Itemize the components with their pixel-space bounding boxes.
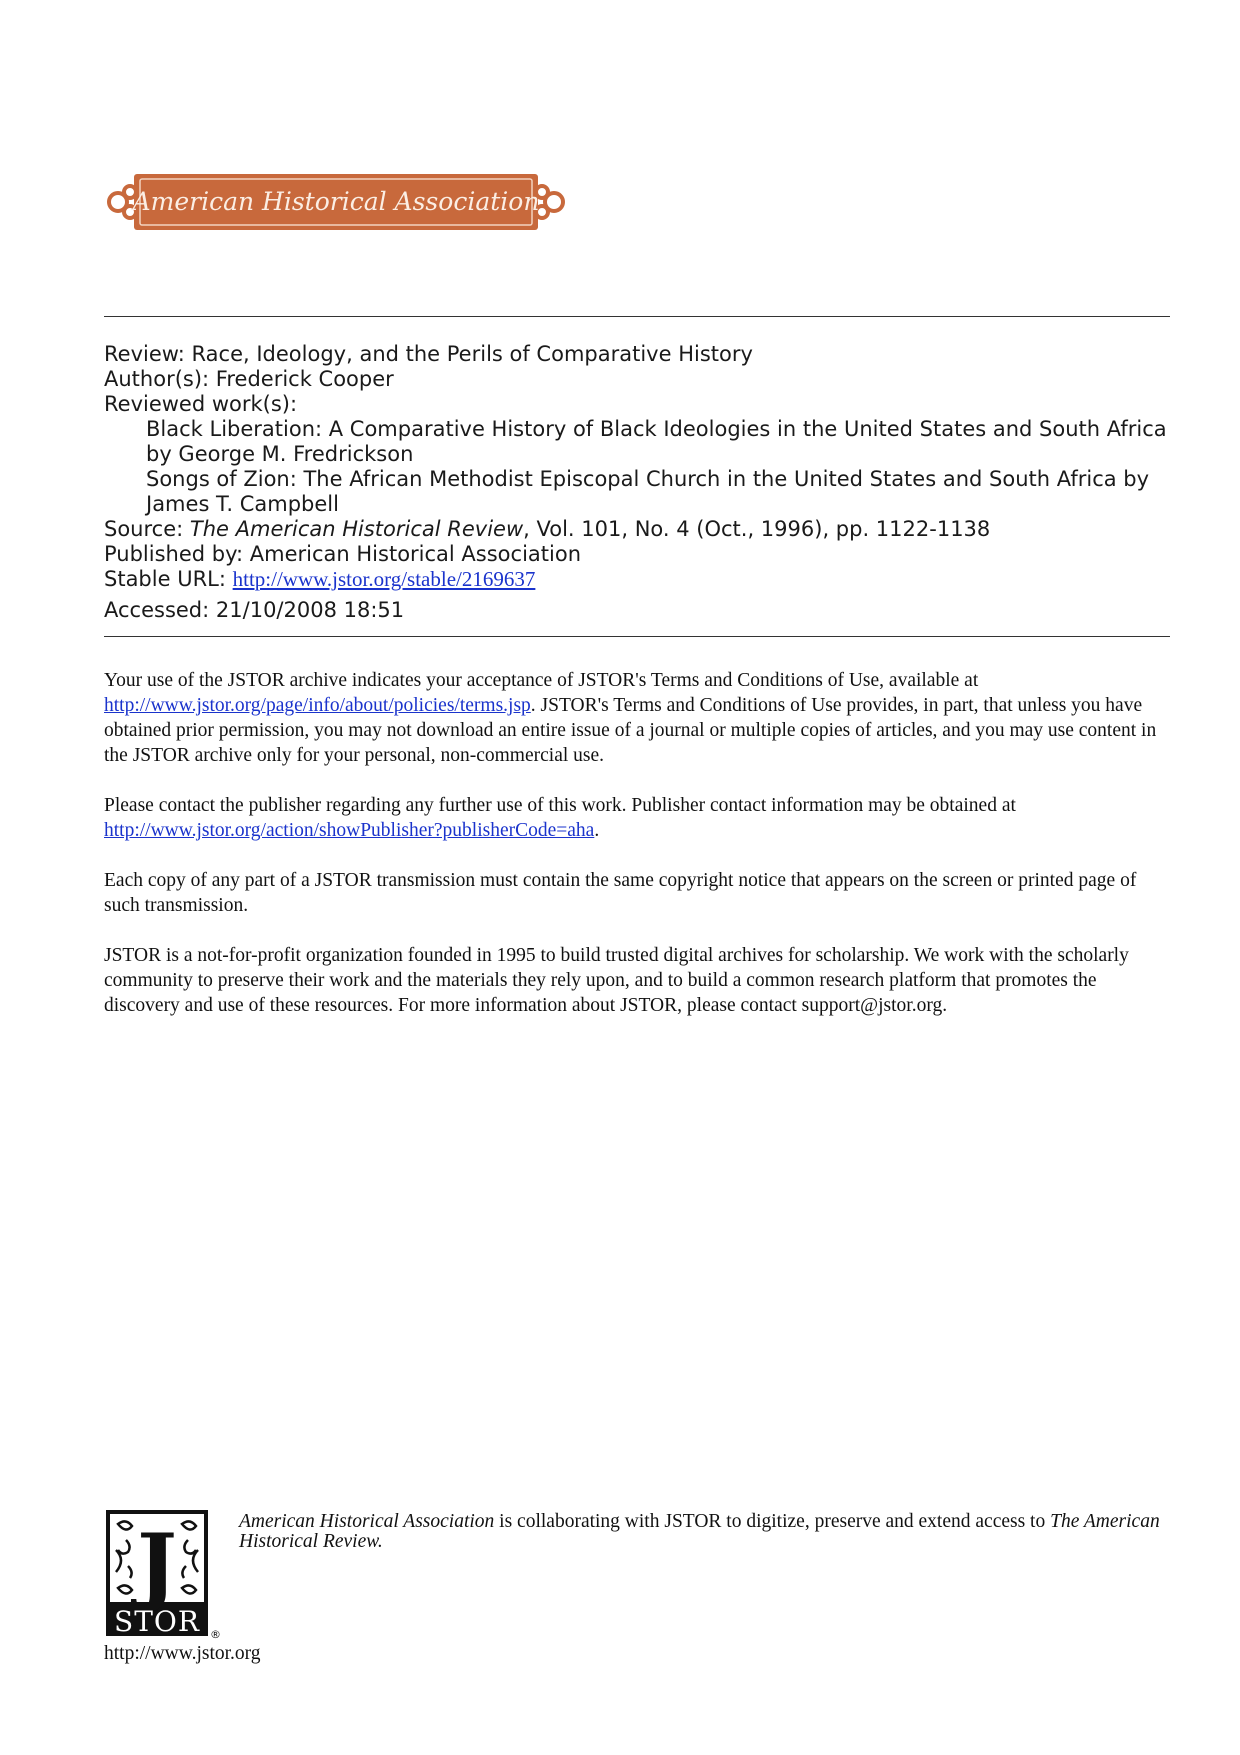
source-journal: The American Historical Review [189,517,524,541]
jstor-logo-text: STOR [114,1605,200,1638]
review-line [104,342,1174,367]
top-divider [104,316,1170,317]
banner-text: American Historical Association [132,187,540,216]
source-line [104,517,1174,542]
aha-banner-logo [104,172,568,232]
author-label: Author(s): [104,367,210,391]
accessed-label: Accessed: [104,598,210,622]
author-line [104,367,1174,392]
reviewed-works-label [104,392,1174,417]
citation-block [104,342,1174,623]
terms-text-1a: Your use of the JSTOR archive indicates your acceptance of JSTOR's Terms and Conditions of Use, available at [104,670,979,691]
author-name: Frederick Cooper [215,367,394,391]
publisher-contact-link[interactable]: http://www.jstor.org/action/showPublisher?publisherCode=aha [104,820,595,841]
collaboration-notice [239,1512,1169,1552]
bottom-divider [104,636,1170,637]
reviewed-work-2: Songs of Zion: The African Methodist Episcopal Church in the United States and South Africa by James T. Campbell [146,467,1150,516]
footer-org-name: American Historical Association [239,1511,495,1532]
terms-paragraph-3: Each copy of any part of a JSTOR transmission must contain the same copyright notice that appears on the screen or printed page of such transmission. [104,870,1137,916]
publisher-line [104,542,1174,567]
terms-text-2a: Please contact the publisher regarding any further use of this work. Publisher contact information may be obtained at [104,795,1016,816]
terms-paragraph-2 [104,793,1176,843]
terms-paragraph-4: JSTOR is a not-for-profit organization founded in 1995 to build trusted digital archives for scholarship. We work with the scholarly community to preserve their work and the materials they rely upon, and to build a common research platform that promotes the discovery and use of these resources. For more information about JSTOR, please contact support@jstor.org. [104,945,1129,1016]
jstor-logo-graphic [106,1510,226,1642]
review-label: Review: [104,342,185,366]
registered-mark: ® [210,1628,221,1641]
footer-journal-name: The American Historical Review. [239,1511,1160,1552]
publisher-name: American Historical Association [249,542,582,566]
stable-url-line [104,567,1174,592]
jstor-logo-letter: J [137,1515,177,1614]
jstor-url: http://www.jstor.org [104,1643,261,1664]
published-label: Published by: [104,542,244,566]
accessed-date: 21/10/2008 18:51 [215,598,405,622]
stable-url-link[interactable]: http://www.jstor.org/stable/2169637 [232,567,536,591]
accessed-line [104,598,1174,623]
reviewed-label-text: Reviewed work(s): [104,392,298,416]
source-details: , Vol. 101, No. 4 (Oct., 1996), pp. 1122-1138 [523,517,991,541]
terms-notice [104,668,1176,1043]
review-title: Race, Ideology, and the Perils of Comparative History [191,342,753,366]
stable-url-label: Stable URL: [104,567,226,591]
terms-text-1b: . JSTOR's Terms and Conditions of Use provides, in part, that unless you have obtained prior permission, you may not download an entire issue of a journal or multiple copies of articles, and you may use content in the JSTOR archive only for your personal, non-commercial use. [104,695,1157,766]
terms-text-2b: . [594,820,600,841]
footer-middle-text: is collaborating with JSTOR to digitize, preserve and extend access to [494,1511,1051,1532]
jstor-logo [106,1510,226,1642]
source-label: Source: [104,517,184,541]
reviewed-work-1: Black Liberation: A Comparative History of Black Ideologies in the United States and South Africa by George M. Fredrickson [146,417,1167,466]
terms-link[interactable]: http://www.jstor.org/page/info/about/policies/terms.jsp [104,695,531,716]
terms-paragraph-1 [104,668,1176,768]
aha-banner-graphic [104,172,568,232]
